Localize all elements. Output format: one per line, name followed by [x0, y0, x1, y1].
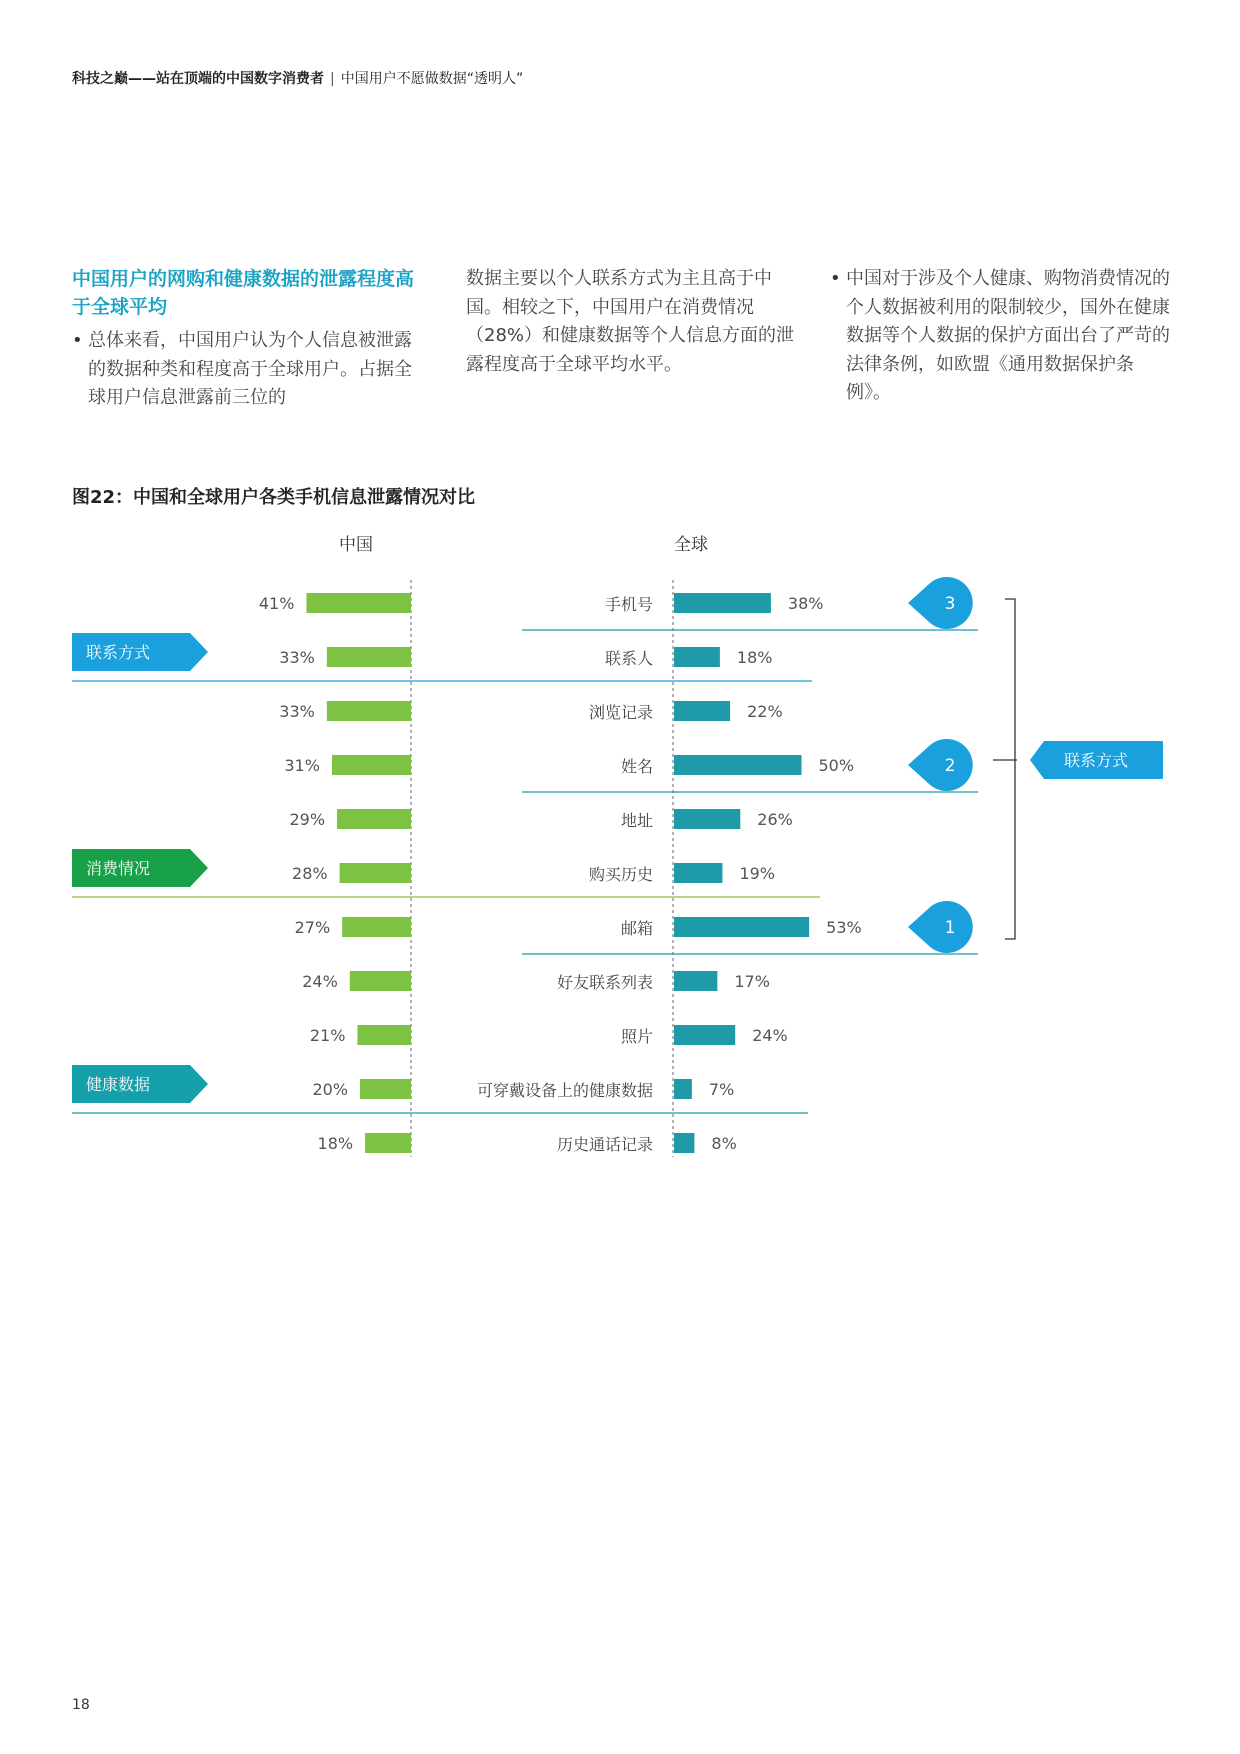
china-bar — [340, 863, 411, 883]
global-category-label: 可穿戴设备上的健康数据 — [476, 1081, 653, 1100]
rank-badge — [908, 739, 973, 791]
china-value-label: 28% — [292, 864, 328, 883]
global-category-label: 购买历史 — [588, 865, 653, 884]
china-column-label: 中国 — [339, 535, 373, 555]
china-bar — [332, 755, 411, 775]
global-value-label: 22% — [747, 702, 783, 721]
global-bar — [674, 593, 771, 613]
global-value-label: 7% — [708, 1080, 735, 1099]
global-bar — [674, 1079, 692, 1099]
global-bar — [674, 917, 809, 937]
global-category-label: 照片 — [620, 1027, 653, 1046]
global-category-label: 地址 — [620, 811, 653, 830]
china-value-label: 20% — [312, 1080, 348, 1099]
china-value-label: 18% — [317, 1134, 354, 1153]
global-category-tag-label: 联系方式 — [1064, 751, 1129, 770]
china-bar — [306, 593, 411, 613]
global-category-label: 联系人 — [604, 649, 653, 668]
header-title: 科技之巅——站在顶端的中国数字消费者 — [72, 71, 324, 87]
china-bar — [327, 701, 411, 721]
china-value-label: 33% — [279, 648, 315, 667]
global-category-label: 邮箱 — [620, 919, 653, 938]
global-bar — [674, 1133, 694, 1153]
section-heading: 中国用户的网购和健康数据的泄露程度高于全球平均 — [72, 268, 415, 318]
global-value-label: 18% — [736, 648, 773, 667]
global-value-label: 24% — [752, 1026, 788, 1045]
global-bar — [674, 647, 720, 667]
china-value-label: 29% — [289, 810, 326, 829]
china-category-tag-label: 联系方式 — [86, 643, 151, 662]
china-bar — [365, 1133, 411, 1153]
rank-badge-number: 2 — [944, 756, 956, 776]
figure-title: 图22：中国和全球用户各类手机信息泄露情况对比 — [72, 487, 476, 508]
global-bar — [674, 701, 730, 721]
global-value-label: 50% — [818, 756, 855, 775]
china-value-label: 33% — [279, 702, 315, 721]
china-value-label: 21% — [309, 1026, 346, 1045]
global-category-label: 历史通话记录 — [556, 1135, 653, 1154]
china-value-label: 31% — [284, 756, 320, 775]
china-bar — [327, 647, 411, 667]
china-value-label: 24% — [302, 972, 338, 991]
global-bar — [674, 863, 722, 883]
global-bar — [674, 755, 802, 775]
china-value-label: 41% — [258, 594, 295, 613]
header-separator: | — [330, 71, 335, 87]
global-category-label: 浏览记录 — [588, 703, 653, 722]
global-category-label: 好友联系列表 — [556, 973, 653, 992]
bullet-paragraph-1: • 总体来看，中国用户认为个人信息被泄露的数据种类和程度高于全球用户。占据全球用户信息泄露前三位的 — [72, 327, 417, 413]
china-bar — [350, 971, 411, 991]
global-value-label: 8% — [711, 1134, 737, 1153]
global-value-label: 19% — [739, 864, 776, 883]
header-subtitle: 中国用户不愿做数据“透明人” — [340, 71, 524, 87]
global-category-label: 手机号 — [604, 595, 653, 614]
global-column-label: 全球 — [674, 535, 708, 555]
global-bar — [674, 809, 740, 829]
rank-badge — [908, 901, 973, 953]
global-bar — [674, 971, 717, 991]
china-bar — [357, 1025, 411, 1045]
rank-badge — [908, 577, 973, 629]
global-value-label: 26% — [757, 810, 793, 829]
china-bar — [342, 917, 411, 937]
bullet-paragraph-2: • 中国对于涉及个人健康、购物消费情况的个人数据被利用的限制较少，国外在健康数据等个人数据的保护方面出台了严苛的法律条例，如欧盟《通用数据保护条例》。 — [830, 265, 1175, 408]
global-category-label: 姓名 — [620, 757, 653, 776]
global-value-label: 17% — [734, 972, 770, 991]
rank-badge-number: 3 — [944, 594, 956, 614]
page-number: 18 — [72, 1697, 90, 1713]
china-category-tag-label: 消费情况 — [86, 859, 151, 878]
global-bar — [674, 1025, 735, 1045]
china-value-label: 27% — [294, 918, 331, 937]
china-bar — [337, 809, 411, 829]
rank-badge-number: 1 — [944, 918, 956, 938]
global-value-label: 53% — [826, 918, 862, 937]
global-value-label: 38% — [787, 594, 824, 613]
china-bar — [360, 1079, 411, 1099]
continued-paragraph: 数据主要以个人联系方式为主且高于中国。相较之下，中国用户在消费情况（28%）和健康数据等个人信息方面的泄露程度高于全球平均水平。 — [466, 268, 795, 375]
china-category-tag-label: 健康数据 — [86, 1075, 151, 1094]
grouping-bracket — [1005, 599, 1015, 939]
